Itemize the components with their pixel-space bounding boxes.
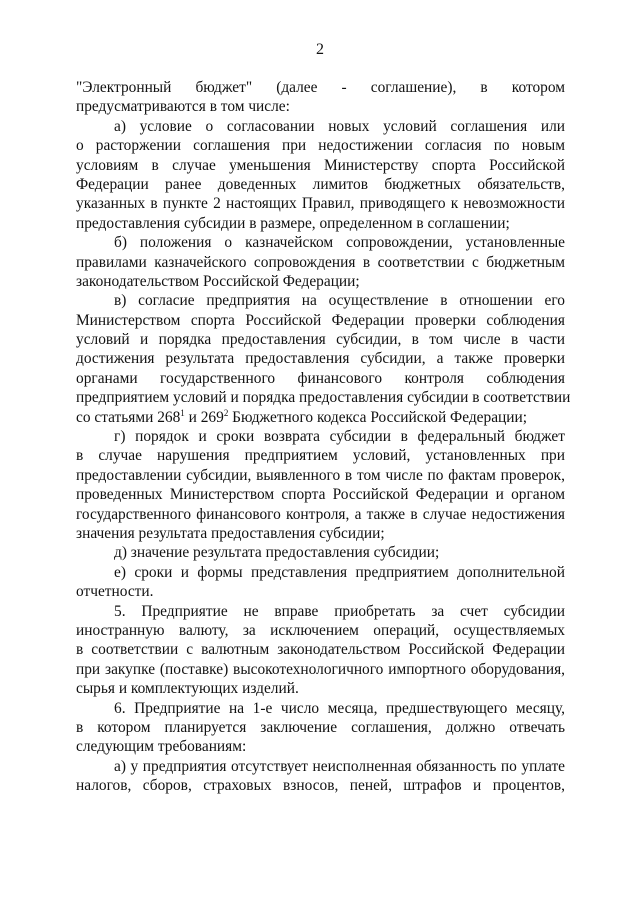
text-line: достижения результата предоставления субсидии, а также проверки [76,350,565,368]
text-line: отчетности. [76,583,154,601]
text-line: в случае нарушения предприятием условий, установленных при [76,447,565,465]
text-line: а) условие о согласовании новых условий соглашения или [114,117,565,135]
text-line: государственного финансового контроля, а также в случае недостижения [76,505,565,523]
text-line: в соответствии с валютным законодательством Российской Федерации [76,641,565,659]
text-line: предоставлении субсидии, выявленного в том числе по фактам проверок, [76,466,565,484]
text-line: налогов, сборов, страховых взносов, пеней, штрафов и процентов, [76,777,565,795]
text-line: 5. Предприятие не вправе приобретать за счет субсидии [114,602,565,620]
text-line: при закупке (поставке) высокотехнологичного импортного оборудования, [76,660,565,678]
text-fragment: со статьями 268 [76,408,181,426]
text-fragment: Бюджетного кодекса Российской Федерации; [228,408,528,426]
document-body [76,78,571,795]
text-line: г) порядок и сроки возврата субсидии в федеральный бюджет [114,428,565,446]
text-line: законодательством Российской Федерации; [76,272,360,290]
text-line: указанных в пункте 2 настоящих Правил, приводящего к невозможности [76,195,565,213]
text-line: б) положения о казначейском сопровождении, установленные [114,234,565,252]
text-line: о расторжении соглашения при недостижении согласия по новым [76,137,565,155]
text-line: предприятием условий и порядка предоставления субсидии в соответствии [76,389,571,407]
text-line: е) сроки и формы представления предприятием дополнительной [114,563,565,581]
text-line: "Электронный бюджет" (далее - соглашение), в котором [76,79,565,96]
text-line: иностранную валюту, за исключением операций, осуществляемых [76,621,565,639]
text-line: Министерством спорта Российской Федерации проверки соблюдения [76,311,565,329]
text-line: сырья и комплектующих изделий. [76,680,299,698]
superscript: 2 [223,407,229,418]
text-line: 6. Предприятие на 1-е число месяца, предшествующего месяцу, [114,699,565,717]
text-line: в) согласие предприятия на осуществление в отношении его [114,292,565,310]
text-line: условиям в случае уменьшения Министерству спорта Российской [76,156,565,174]
text-line: а) у предприятия отсутствует неисполненная обязанность по уплате [114,757,565,775]
superscript: 1 [180,407,185,418]
text-line: Федерации ранее доведенных лимитов бюджетных обязательств, [76,175,565,193]
text-line: проведенных Министерством спорта Российской Федерации и органом [76,486,565,504]
text-line [76,408,565,427]
text-line: органами государственного финансового контроля соблюдения [76,369,565,387]
text-line: предусматриваются в том числе: [76,98,290,116]
text-line: правилами казначейского сопровождения в соответствии с бюджетным [76,253,565,271]
text-line: в котором планируется заключение соглашения, должно отвечать [76,718,565,736]
text-line: значения результата предоставления субсидии; [76,524,385,542]
text-line: следующим требованиям: [76,738,247,756]
text-line: условий и порядка предоставления субсидии, в том числе в части [76,331,565,349]
text-line: предоставления субсидии в размере, определенном в соглашении; [76,214,510,232]
text-fragment: и 269 [184,408,224,426]
page-number: 2 [316,41,324,58]
text-line: д) значение результата предоставления субсидии; [114,544,440,562]
